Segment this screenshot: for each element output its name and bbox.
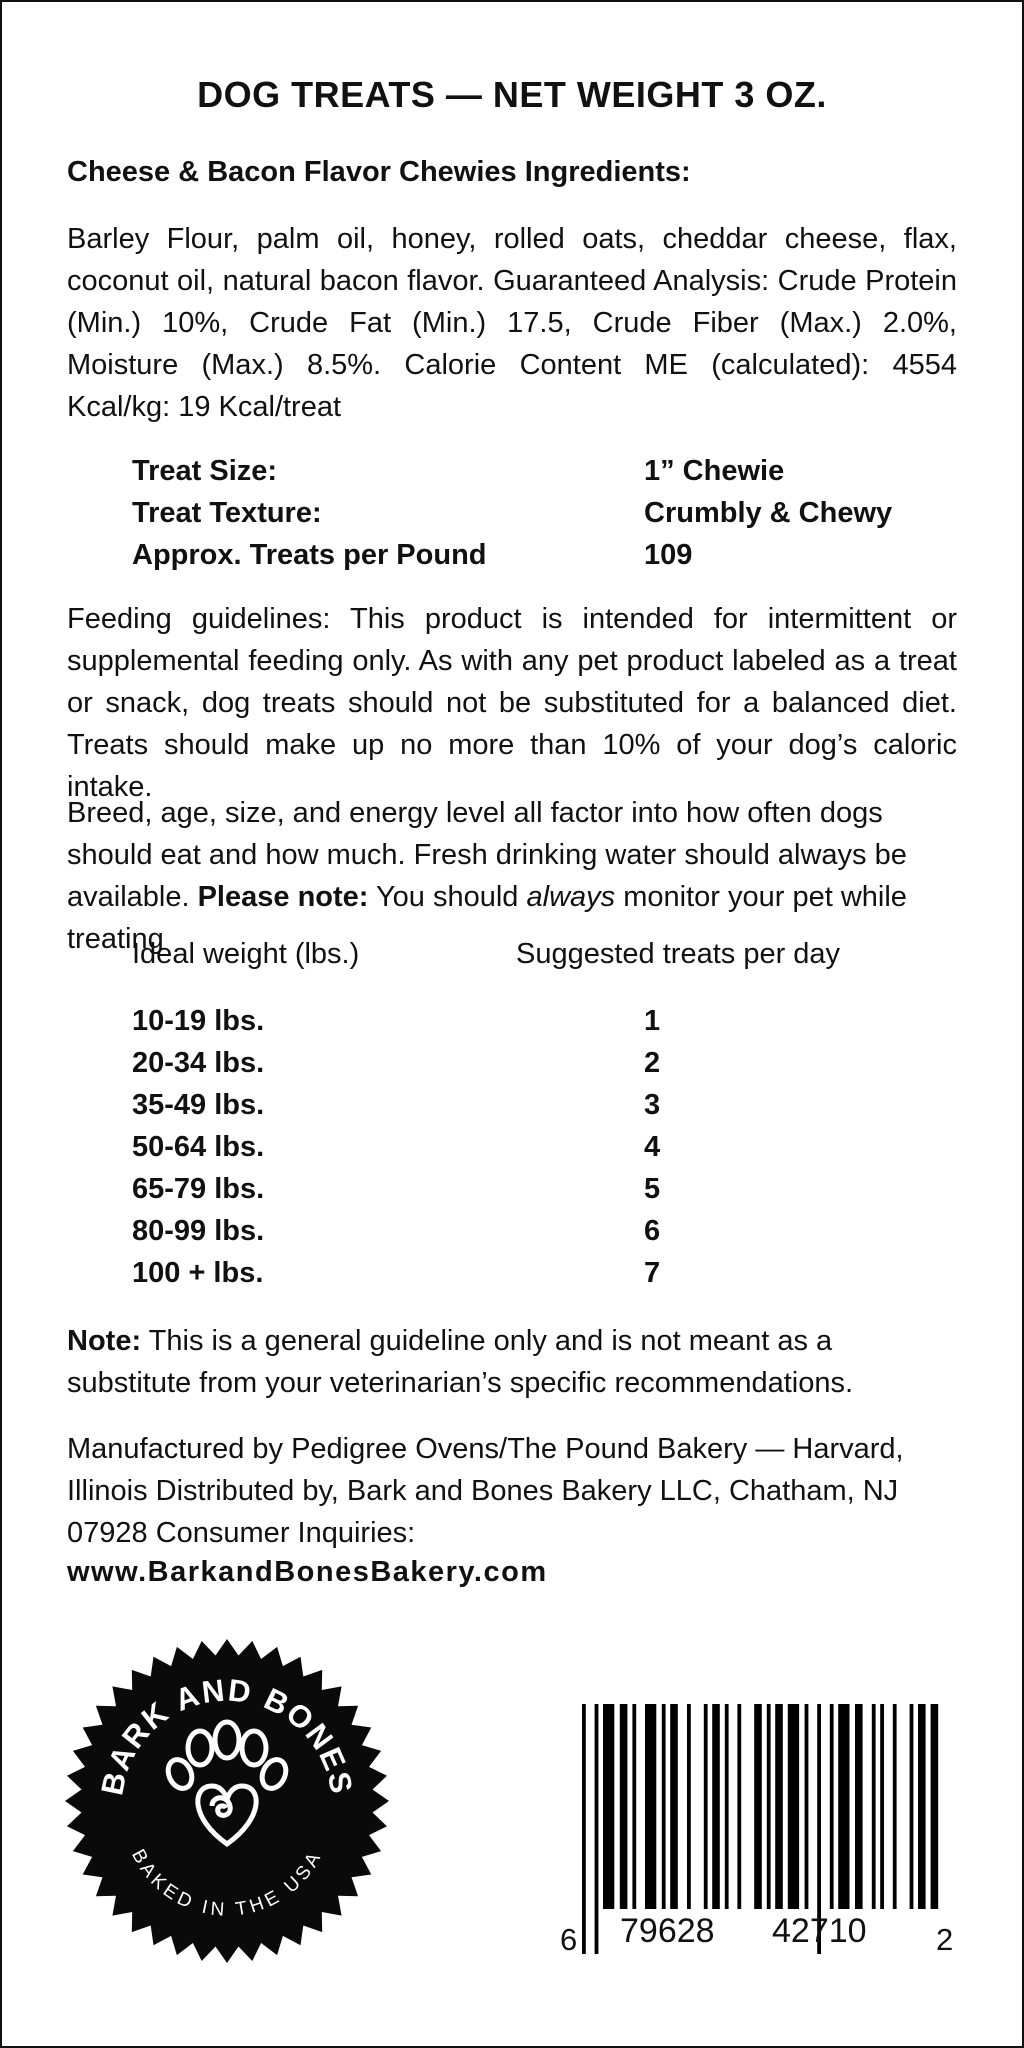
- barcode-bar: [918, 1704, 926, 1909]
- barcode-bar: [855, 1704, 863, 1909]
- table-row: [132, 1168, 660, 1210]
- table-row: [132, 1000, 660, 1042]
- website-link[interactable]: www.BarkandBonesBakery.com: [67, 1556, 548, 1588]
- barcode-bar: [712, 1704, 720, 1909]
- barcode-bar: [767, 1704, 771, 1909]
- ingredients-heading: Cheese & Bacon Flavor Chewies Ingredients:: [67, 156, 691, 188]
- barcode-bar: [880, 1704, 884, 1909]
- barcode-bar: [775, 1704, 783, 1909]
- note-after: monitor your pet while treating: [67, 881, 907, 955]
- barcode-bar: [662, 1704, 666, 1909]
- barcode-bar: [830, 1704, 834, 1909]
- logo-top-text: BARK AND BONES: [94, 1672, 360, 1799]
- note-emphasis: always: [526, 881, 616, 913]
- barcode-bar: [582, 1704, 586, 1954]
- treats-cell: 3: [644, 1089, 661, 1121]
- weight-cell: 35-49 lbs.: [132, 1089, 265, 1121]
- treats-cell: 1: [644, 1005, 661, 1037]
- weight-table: [132, 1000, 660, 1294]
- treat-specs: [132, 450, 932, 576]
- treats-cell: 2: [644, 1047, 661, 1079]
- treats-cell: 5: [644, 1173, 661, 1205]
- treats-cell: 6: [644, 1215, 661, 1247]
- barcode-bar: [910, 1704, 914, 1909]
- breed-text: Breed, age, size, and energy level all factor into how often dogs should eat and how much. Fresh drinking water should always be available.: [67, 797, 907, 913]
- barcode-bar: [805, 1704, 809, 1909]
- weight-cell: 65-79 lbs.: [132, 1173, 265, 1205]
- barcode-bar: [931, 1704, 939, 1909]
- barcode-bar: [725, 1704, 729, 1909]
- table-row: [132, 1210, 660, 1252]
- barcode-bar: [737, 1704, 741, 1909]
- table-row: [132, 1126, 660, 1168]
- barcode-last-digit: 2: [936, 1922, 954, 1957]
- treats-cell: 4: [644, 1131, 661, 1163]
- header-weight: Ideal weight (lbs.): [132, 938, 360, 970]
- barcode-bar: [838, 1704, 849, 1909]
- barcode-bar: [872, 1704, 876, 1909]
- header-treats: Suggested treats per day: [516, 938, 841, 970]
- note-text: This is a general guideline only and is not meant as a substitute from your veterinarian’s specific recommendations.: [67, 1325, 854, 1399]
- feeding-guidelines: Feeding guidelines: This product is intended for intermittent or supplemental feeding only. As with any pet product labeled as a treat or snack, dog treats should not be substituted for a balanced diet. Treats should make up no more than 10% of your dog’s caloric intake.: [67, 603, 957, 803]
- barcode-first-digit: 6: [560, 1922, 578, 1957]
- weight-cell: 50-64 lbs.: [132, 1131, 265, 1163]
- barcode-right-group: 42710: [772, 1912, 867, 1950]
- barcode-bar: [603, 1704, 614, 1909]
- barcode-bar: [645, 1704, 656, 1909]
- barcode: [560, 1704, 940, 1957]
- weight-cell: 100 + lbs.: [132, 1257, 264, 1289]
- barcode-bar: [595, 1704, 599, 1954]
- barcode-bar: [893, 1704, 897, 1909]
- logo-bottom-text: BAKED IN THE USA: [127, 1846, 327, 1921]
- barcode-bar: [620, 1704, 628, 1909]
- barcode-bar: [754, 1704, 762, 1909]
- treats-cell: 7: [644, 1257, 661, 1289]
- bark-and-bones-logo: [62, 1636, 392, 1966]
- spec-value: 109: [644, 539, 693, 571]
- barcode-bar: [704, 1704, 708, 1909]
- barcode-bar: [670, 1704, 678, 1909]
- disclaimer-note: [67, 1320, 957, 1404]
- barcode-left-group: 79628: [620, 1912, 715, 1950]
- note-label: Note:: [67, 1325, 142, 1357]
- spec-row: [132, 534, 932, 576]
- page-title: DOG TREATS — NET WEIGHT 3 OZ.: [197, 74, 827, 115]
- spec-value: Crumbly & Chewy: [644, 497, 893, 529]
- ingredients-text: Barley Flour, palm oil, honey, rolled oats, cheddar cheese, flax, coconut oil, natural bacon flavor. Guaranteed Analysis: Crude Protein (Min.) 10%, Crude Fat (Min.) 17.5, Crude Fiber (Max.) 2.0%, Moisture (Max.) 8.5%. Calorie Content ME (calculated): 4554 Kcal/kg: 19 Kcal/treat: [67, 223, 957, 423]
- weight-cell: 10-19 lbs.: [132, 1005, 265, 1037]
- spec-label: Treat Texture:: [132, 497, 322, 529]
- barcode-bar: [632, 1704, 636, 1909]
- breed-guidance: [67, 792, 957, 960]
- table-row: [132, 1252, 660, 1294]
- table-row: [132, 1084, 660, 1126]
- manufacturer-info: Manufactured by Pedigree Ovens/The Pound Bakery — Harvard, Illinois Distributed by, Bark and Bones Bakery LLC, Chatham, NJ 07928 Consumer Inquiries:: [67, 1433, 904, 1549]
- barcode-bar: [687, 1704, 691, 1909]
- spec-row: [132, 492, 932, 534]
- barcode-bar: [788, 1704, 799, 1909]
- weight-table-header: [132, 938, 840, 971]
- note-before: You should: [375, 881, 519, 913]
- spec-value: 1” Chewie: [644, 455, 785, 487]
- weight-cell: 80-99 lbs.: [132, 1215, 265, 1247]
- spec-row: [132, 450, 932, 492]
- weight-cell: 20-34 lbs.: [132, 1047, 265, 1079]
- spec-label: Approx. Treats per Pound: [132, 539, 487, 571]
- please-note-label: Please note:: [197, 881, 369, 913]
- table-row: [132, 1042, 660, 1084]
- spec-label: Treat Size:: [132, 455, 278, 487]
